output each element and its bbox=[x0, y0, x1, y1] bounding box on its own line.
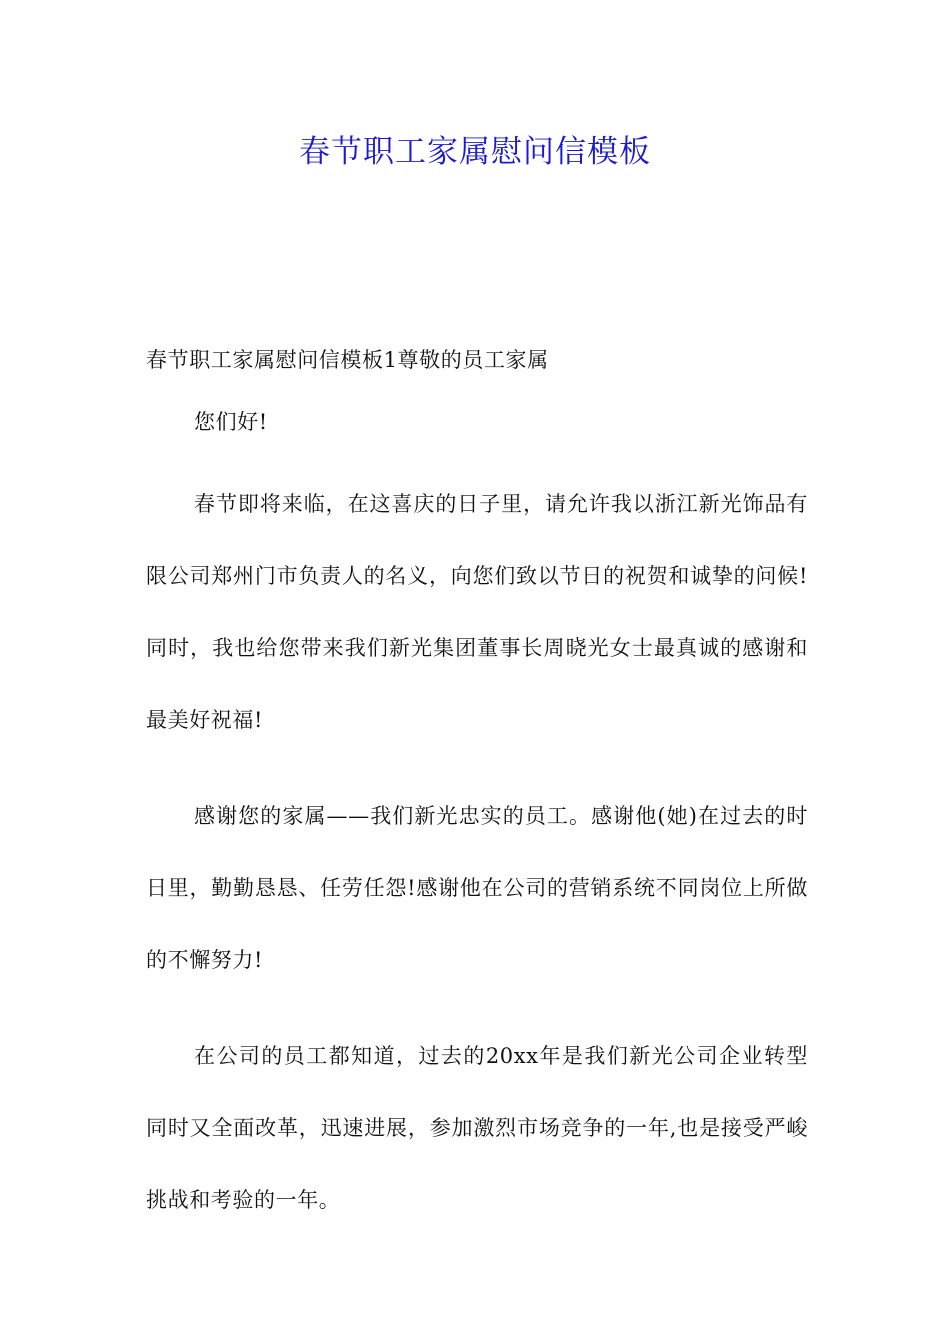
greeting-paragraph: 您们好! bbox=[194, 410, 268, 434]
document-body bbox=[146, 340, 808, 1260]
body-paragraph-festival: 春节即将来临，在这喜庆的日子里，请允许我以浙江新光饰品有限公司郑州门市负责人的名义，向您们致以节日的祝贺和诚挚的问候!同时，我也给您带来我们新光集团董事长周晓光女士最真诚的感谢和最美好祝福! bbox=[146, 492, 808, 732]
body-paragraph-thanks: 感谢您的家属——我们新光忠实的员工。感谢他(她)在过去的时日里，勤勤恳恳、任劳任怨!感谢他在公司的营销系统不同岗位上所做的不懈努力! bbox=[146, 804, 808, 972]
document-title: 春节职工家属慰问信模板 bbox=[299, 134, 651, 170]
body-paragraph-review: 在公司的员工都知道，过去的20xx年是我们新光公司企业转型同时又全面改革，迅速进展，参加激烈市场竞争的一年,也是接受严峻挑战和考验的一年。 bbox=[146, 1044, 808, 1212]
letter-heading: 春节职工家属慰问信模板1尊敬的员工家属 bbox=[146, 348, 549, 372]
